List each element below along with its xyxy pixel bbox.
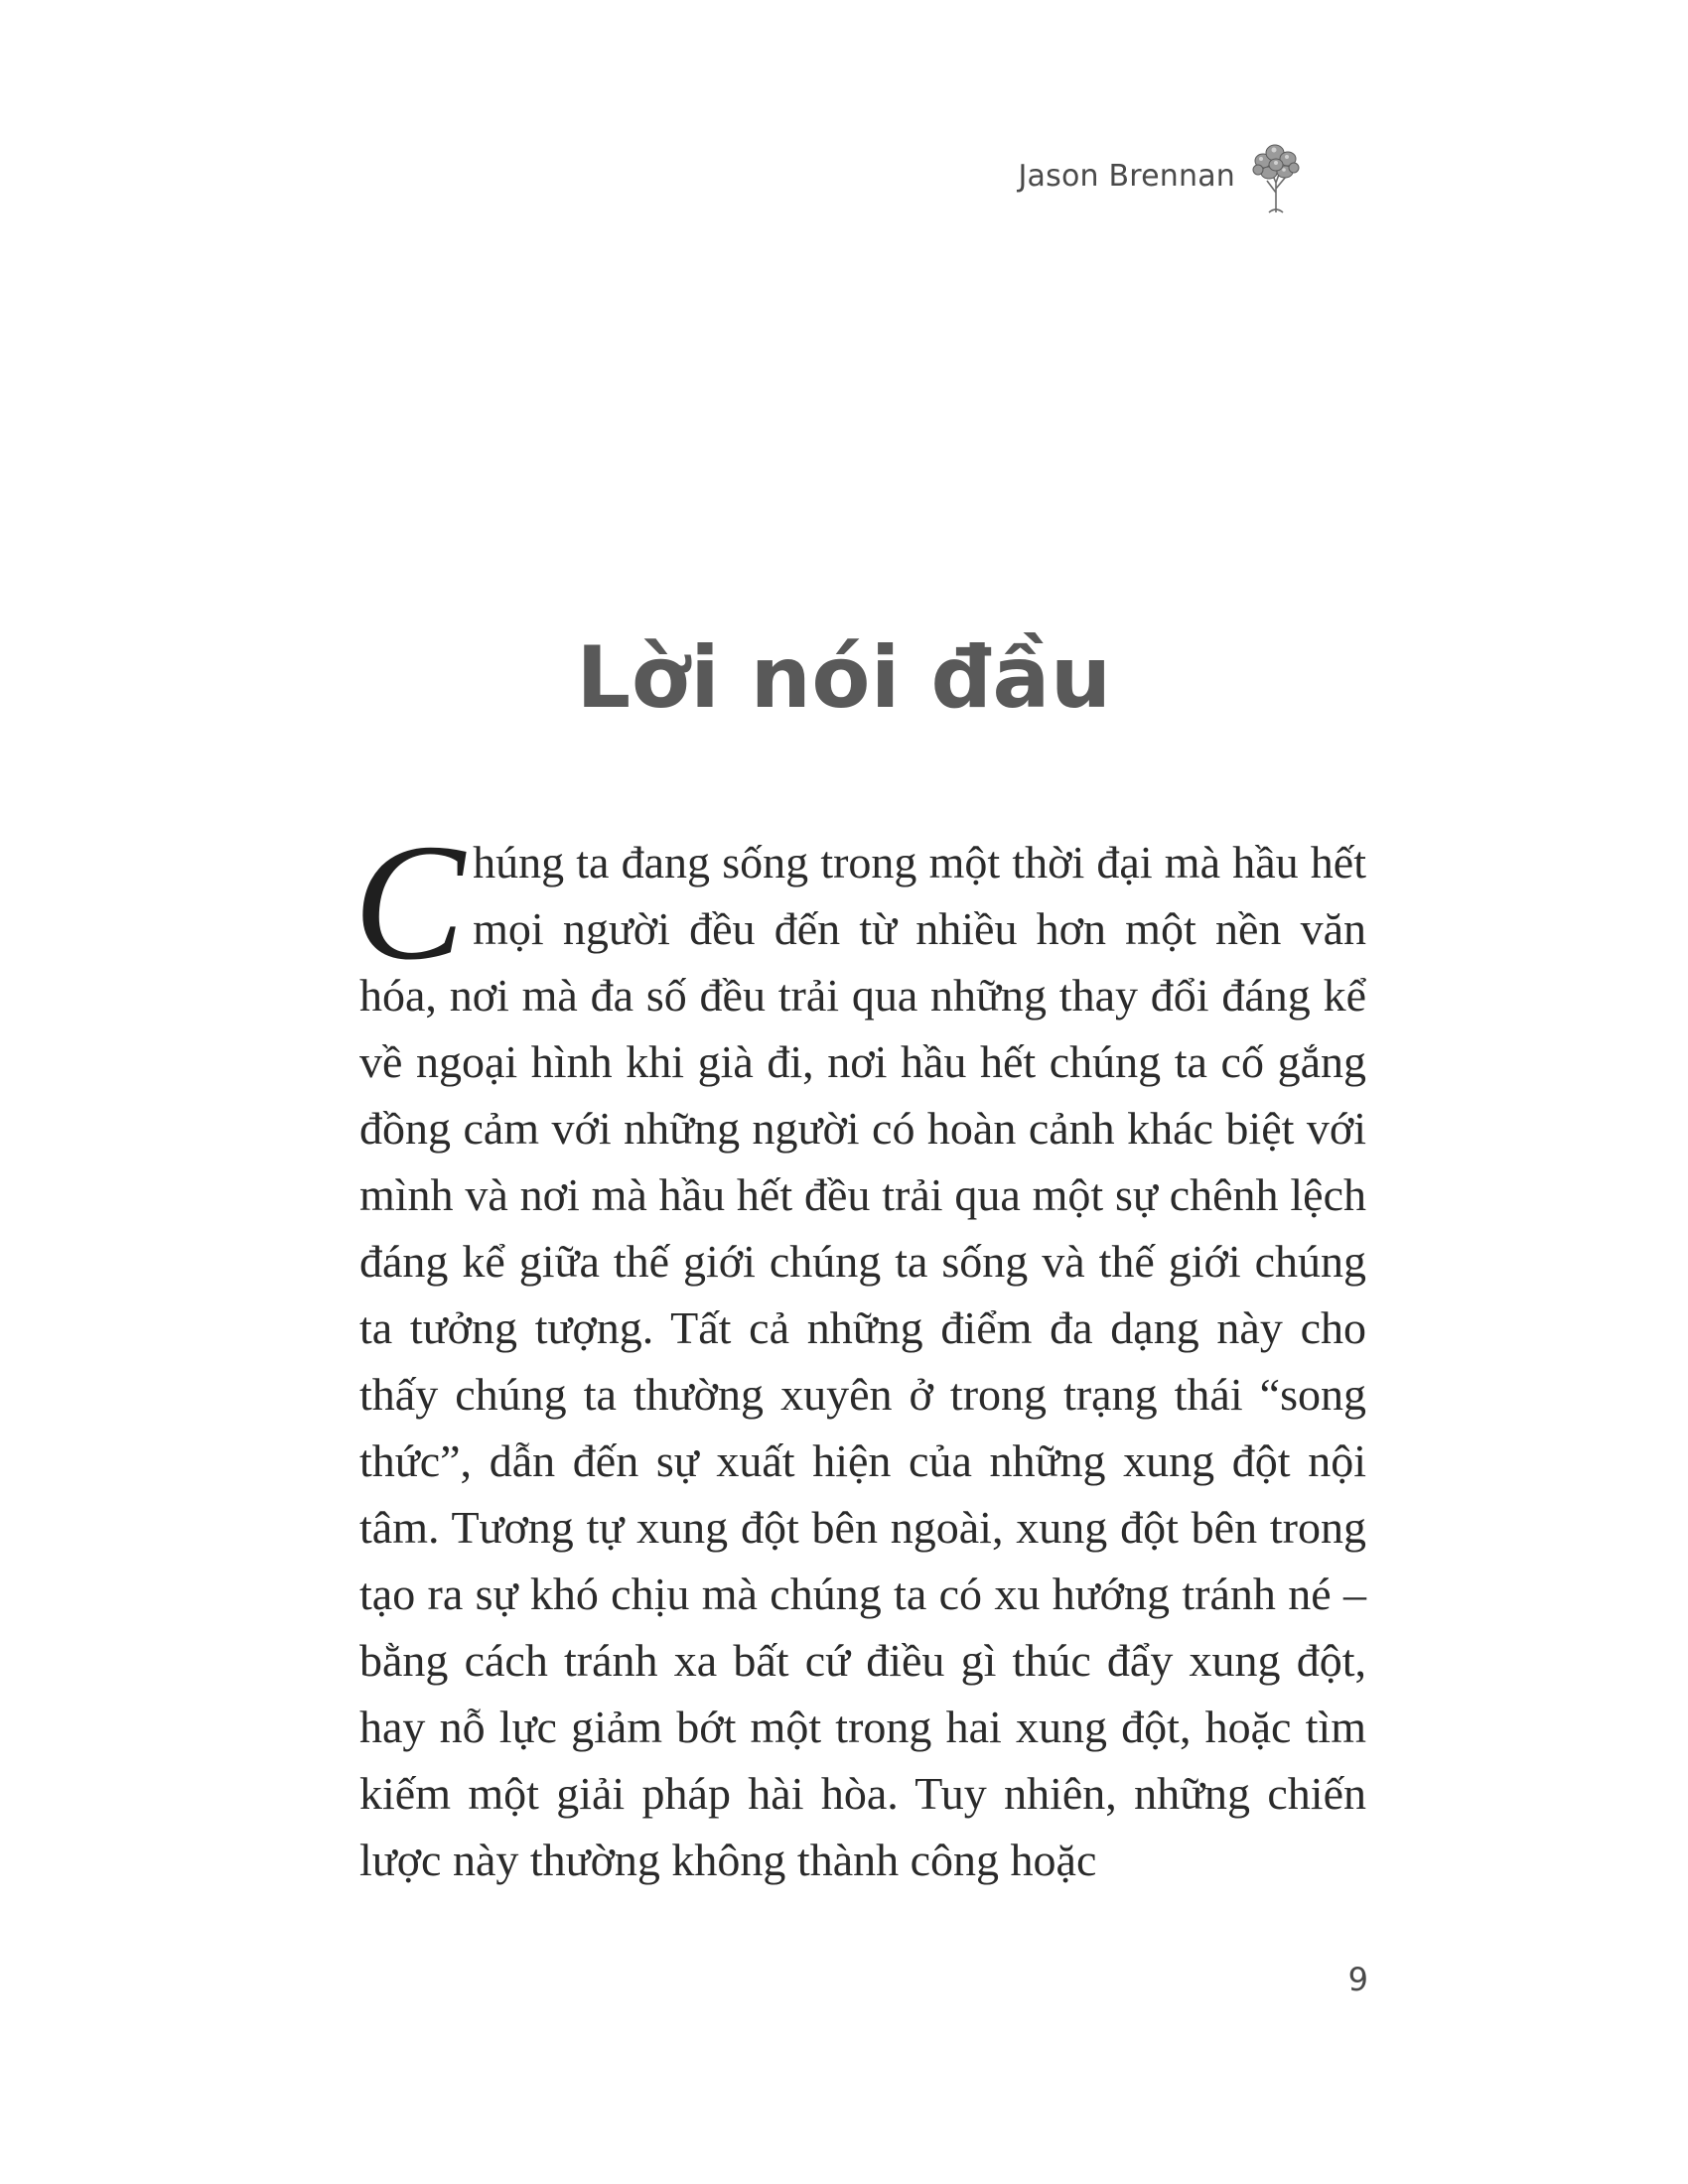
drop-cap: C <box>353 810 466 995</box>
body-paragraph <box>353 810 1366 1893</box>
paragraph-text: húng ta đang sống trong một thời đại mà hầu hết mọi người đều đến từ nhiều hơn một nền văn hóa, nơi mà đa số đều trải qua những thay đổi đáng kể về ngoại hình khi già đi, nơi hầu hết chúng ta cố gắng đồng cảm với những người có hoàn cảnh khác biệt với mình và nơi mà hầu hết đều trải qua một sự chênh lệch đáng kể giữa thế giới chúng ta sống và thế giới chúng ta tưởng tượng. Tất cả những điểm đa dạng này cho thấy chúng ta thường xuyên ở trong trạng thái “song thức”, dẫn đến sự xuất hiện của những xung đột nội tâm. Tương tự xung đột bên ngoài, xung đột bên trong tạo ra sự khó chịu mà chúng ta có xu hướng tránh né – bằng cách tránh xa bất cứ điều gì thúc đẩy xung đột, hay nỗ lực giảm bớt một trong hai xung đột, hoặc tìm kiếm một giải pháp hài hòa. Tuy nhiên, những chiến lược này thường không thành công hoặc <box>359 837 1366 1885</box>
author-name: Jason Brennan <box>1018 158 1235 194</box>
tree-icon <box>1249 137 1303 214</box>
page-number: 9 <box>1347 1961 1368 1998</box>
running-header <box>1018 137 1303 214</box>
chapter-title: Lời nói đầu <box>576 627 1112 728</box>
